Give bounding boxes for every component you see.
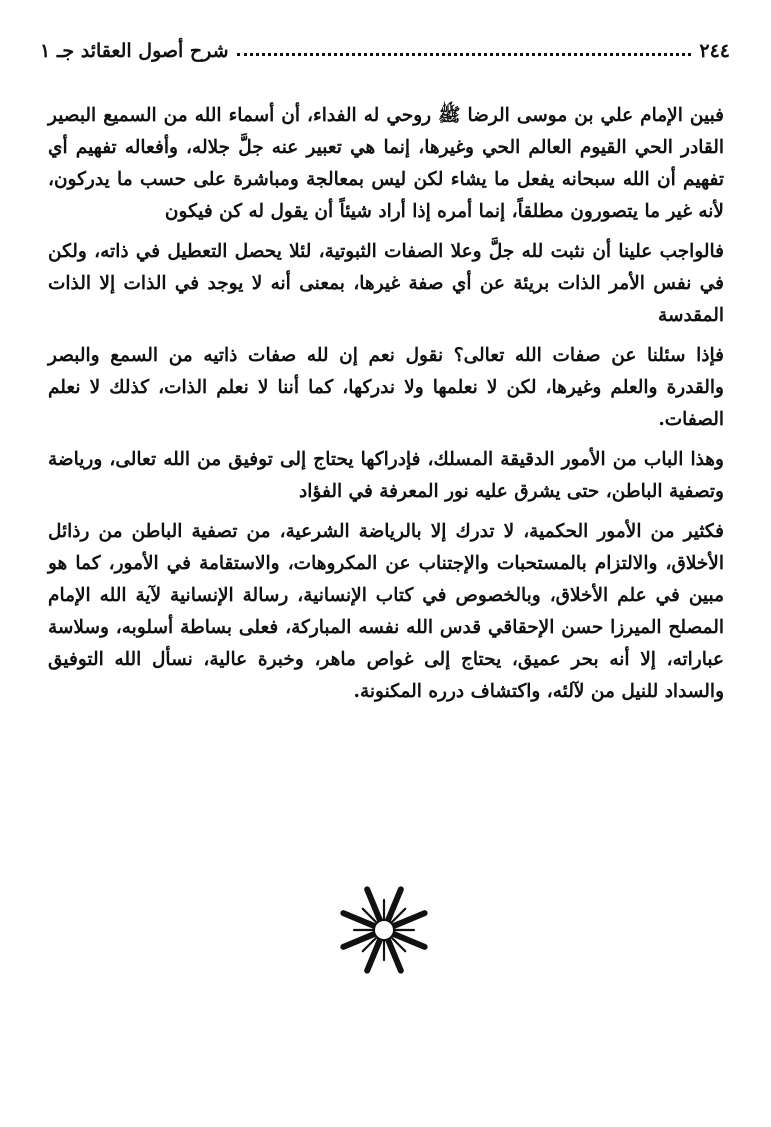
paragraph: فكثير من الأمور الحكمية، لا تدرك إلا بالرياضة الشرعية، من تصفية الباطن من رذائل الأخلاق، والالتزام بالمستحبات والإجتناب عن المكروهات، والاستقامة في الأمور، كما هو مبين في علم الأخلاق، وبالخصوص في كتاب الإنسانية، رسالة الإنسانية لآية الله الإمام المصلح الميرزا حسن الإحقاقي قدس الله نفسه المباركة، فعلى بساطة أسلوبه، وسلاسة عباراته، إلا أنه بحر عميق، يحتاج إلى غواص ماهر، وخبرة عالية، نسأل الله التوفيق والسداد للنيل من لآلئه، واكتشاف درره المكنونة.: [48, 521, 724, 702]
paragraph: فبين الإمام علي بن موسى الرضا ﷺ روحي له الفداء، أن أسماء الله من السميع البصير القادر الحي القيوم العالم الحي وغيرها، إنما هي تعبير عنه جلَّ جلاله، وأفعاله تفهيم أي تفهيم أن الله سبحانه يفعل ما يشاء لكن ليس بمعالجة ومباشرة على حسب ما يدركون، لأنه غير ما يتصورون مطلقاً، إنما أمره إذا أراد شيئاً أن يقول له كن فيكون: [48, 105, 724, 222]
running-title: شرح أصول العقائد جـ ١: [40, 40, 229, 62]
page-number: ٢٤٤: [699, 40, 730, 62]
paragraph: فالواجب علينا أن نثبت لله جلَّ وعلا الصفات الثبوتية، لئلا يحصل التعطيل في ذاته، ولكن في نفس الأمر الذات بريئة عن أي صفة غيرها، بمعنى أنه لا يوجد في الذات إلا الذات المقدسة: [48, 241, 724, 326]
body-text: [48, 100, 724, 716]
header-dotted-leader: [237, 53, 692, 56]
asterisk-star-ornament-icon: [338, 884, 430, 976]
page-header: [40, 28, 730, 62]
paragraph: وهذا الباب من الأمور الدقيقة المسلك، فإدراكها يحتاج إلى توفيق من الله تعالى، ورياضة وتصفية الباطن، حتى يشرق عليه نور المعرفة في الفؤاد: [48, 449, 724, 502]
paragraph: فإذا سئلنا عن صفات الله تعالى؟ نقول نعم إن لله صفات ذاتيه من السمع والبصر والقدرة والعلم وغيرها، لكن لا نعلمها ولا ندركها، كما أننا لا نعلم الذات، كذلك لا نعلم الصفات.: [48, 345, 724, 430]
